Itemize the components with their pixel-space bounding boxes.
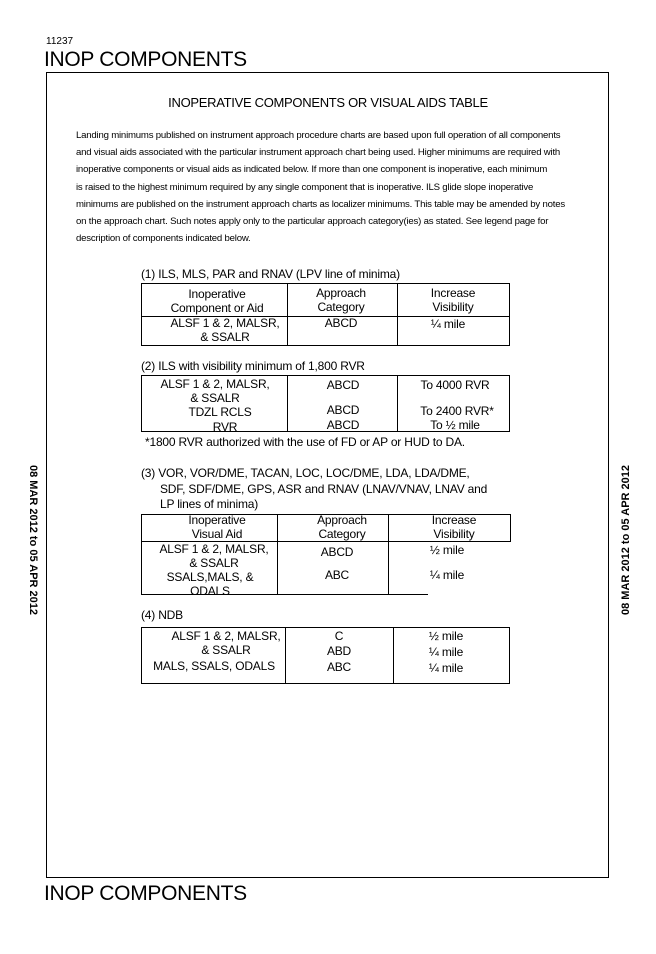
side-date-left: 08 MAR 2012 to 05 APR 2012 [27,465,39,615]
intro-paragraph [76,127,580,247]
table-cell-visibility: ¼ mile [430,317,466,331]
table-cell-visibility: ¼ mile [428,645,464,659]
page-footer-title: INOP COMPONENTS [44,882,247,905]
table-divider [510,514,511,542]
table-cell-category: ABC [324,568,350,582]
table-cell-category: ABCD [326,378,360,392]
section-2-title: (2) ILS with visibility minimum of 1,800 RVR [141,359,365,373]
table-cell-component: ALSF 1 & 2, MALSR, & SSALR [170,316,280,344]
table-header-component: Inoperative Component or Aid [170,287,264,315]
table-cell-category: ABC [326,660,352,674]
table-header-category: Approach Category [317,513,367,541]
intro-line: description of components indicated below. [76,233,251,245]
table-cell-component: ALSF 1 & 2, MALSR, & SSALR [159,542,269,570]
table-cell-visibility: ¼ mile [429,568,465,582]
intro-line: Landing minimums published on instrument approach procedure charts are based upon full operation of all components [76,130,561,141]
table-cell-category: ABCD [320,545,354,559]
table-cell-component: MALS, SSALS, ODALS [153,659,275,673]
table-cell-visibility: ½ mile [428,629,464,643]
table-cell-category: ABCD [326,418,360,432]
table-cell-component: ALSF 1 & 2, MALSR, & SSALR [160,377,270,405]
section-3-title: (3) VOR, VOR/DME, TACAN, LOC, LOC/DME, LDA, LDA/DME, SDF, SDF/DME, GPS, ASR and RNAV (LNAV/VNAV, LNAV and LP lines of minima) [141,466,488,511]
intro-line: is raised to the highest minimum required by any single component that is inoperative. ILS glide slope inoperative [76,181,534,193]
table-cell-component: RVR [212,420,238,434]
table-cell-visibility: To ½ mile [430,418,480,432]
page-header-title: INOP COMPONENTS [44,48,247,71]
table-header-visibility: Increase Visibility [430,286,476,314]
table-cell-visibility: ½ mile [429,543,465,557]
section-4-title: (4) NDB [141,608,183,622]
table-cell-category: ABD [326,644,352,658]
table-cell-category: ABCD [324,316,358,330]
side-date-right: 08 MAR 2012 to 05 APR 2012 [620,465,632,615]
table-header-category: Approach Category [316,286,366,314]
document-number: 11237 [46,36,74,47]
table-title: INOPERATIVE COMPONENTS OR VISUAL AIDS TABLE [168,95,488,110]
intro-line: minimums are published on the instrument approach charts as localizer minimums. This table may be amended by notes [76,198,565,210]
section-1-title: (1) ILS, MLS, PAR and RNAV (LPV line of minima) [141,267,400,281]
table-cell-component: ALSF 1 & 2, MALSR, & SSALR [171,629,281,657]
table-cell-visibility: To 4000 RVR [420,378,490,392]
table-cell-component: SSALS,MALS, & ODALS [166,570,254,598]
table-cell-visibility: ¼ mile [428,661,464,675]
table-cell-visibility: To 2400 RVR* [420,404,494,418]
intro-line: on the approach chart. Such notes apply only to the particular approach category(ies) as stated. See legend page for [76,216,549,228]
table-cell-category: C [334,629,344,643]
table-cell-component: TDZL RCLS [188,405,252,419]
section-2-footnote: *1800 RVR authorized with the use of FD or AP or HUD to DA. [145,435,465,449]
intro-line: inoperative components or visual aids as indicated below. If more than one component is inoperative, each minimum [76,164,548,176]
table-header-visibility: Increase Visibility [431,513,477,541]
intro-line: and visual aids associated with the particular instrument approach chart being used. Higher minimums are required with [76,147,561,159]
table-header-component: Inoperative Visual Aid [188,513,246,541]
table-cell-category: ABCD [326,403,360,417]
